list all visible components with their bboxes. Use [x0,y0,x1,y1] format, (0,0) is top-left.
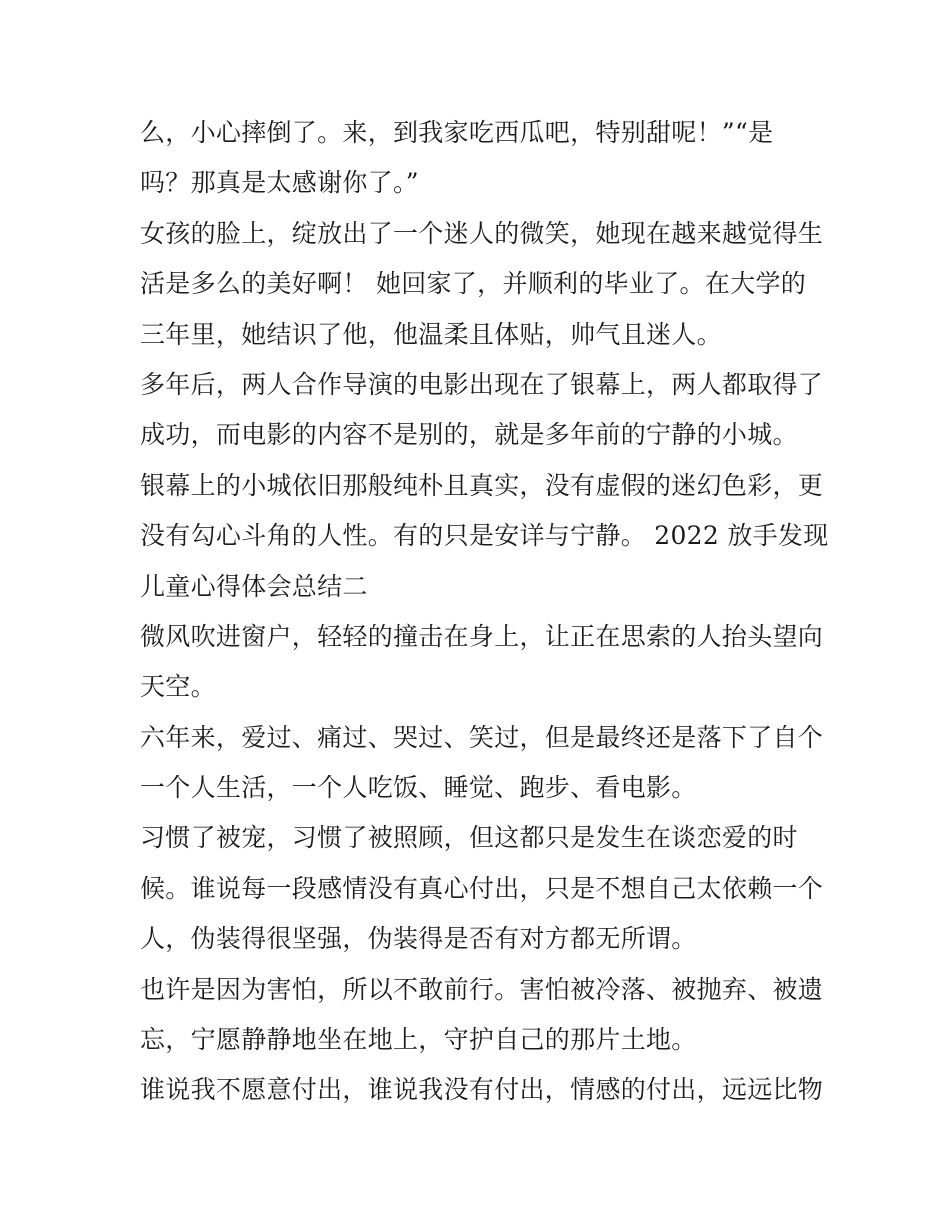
text-line: 谁说我不愿意付出，谁说我没有付出，情感的付出，远远比物 [140,1075,824,1105]
text-line: 忘，宁愿静静地坐在地上，守护自己的那片土地。 [140,1025,697,1055]
text-line: 成功，而电影的内容不是别的，就是多年前的宁静的小城。 [140,420,798,450]
text-line: 银幕上的小城依旧那般纯朴且真实，没有虚假的迷幻色彩，更 [140,470,824,500]
text-line: 吗？那真是太感谢你了。” [140,168,419,198]
text-line: 么，小心摔倒了。来，到我家吃西瓜吧，特别甜呢！”“是 [140,118,774,147]
section-heading-line: 儿童心得体会总结二 [140,571,368,601]
text-line: 天空。 [140,672,216,702]
text-line: 微风吹进窗户，轻轻的撞击在身上，让正在思索的人抬头望向 [140,621,824,651]
text-line: 六年来，爱过、痛过、哭过、笑过，但是最终还是落下了自个 [140,722,824,752]
text-line: 也许是因为害怕，所以不敢前行。害怕被冷落、被抛弃、被遗 [140,974,824,1004]
text-line: 习惯了被宠，习惯了被照顾，但这都只是发生在谈恋爱的时 [140,823,798,853]
text-line: 活是多么的美好啊！ 她回家了，并顺利的毕业了。在大学的 [140,269,807,299]
body-text [140,108,829,1116]
text-line: 三年里，她结识了他，他温柔且体贴，帅气且迷人。 [140,319,722,349]
text-line: 候。谁说每一段感情没有真心付出，只是不想自己太依赖一个 [140,873,824,903]
text-line: 没有勾心斗角的人性。有的只是安详与宁静。 2022 放手发现 [140,521,829,551]
text-line: 多年后，两人合作导演的电影出现在了银幕上，两人都取得了 [140,369,824,399]
text-line: 一个人生活，一个人吃饭、睡觉、跑步、看电影。 [140,773,697,803]
text-line: 女孩的脸上，绽放出了一个迷人的微笑，她现在越来越觉得生 [140,218,824,248]
text-line: 人，伪装得很坚强，伪装得是否有对方都无所谓。 [140,924,697,954]
